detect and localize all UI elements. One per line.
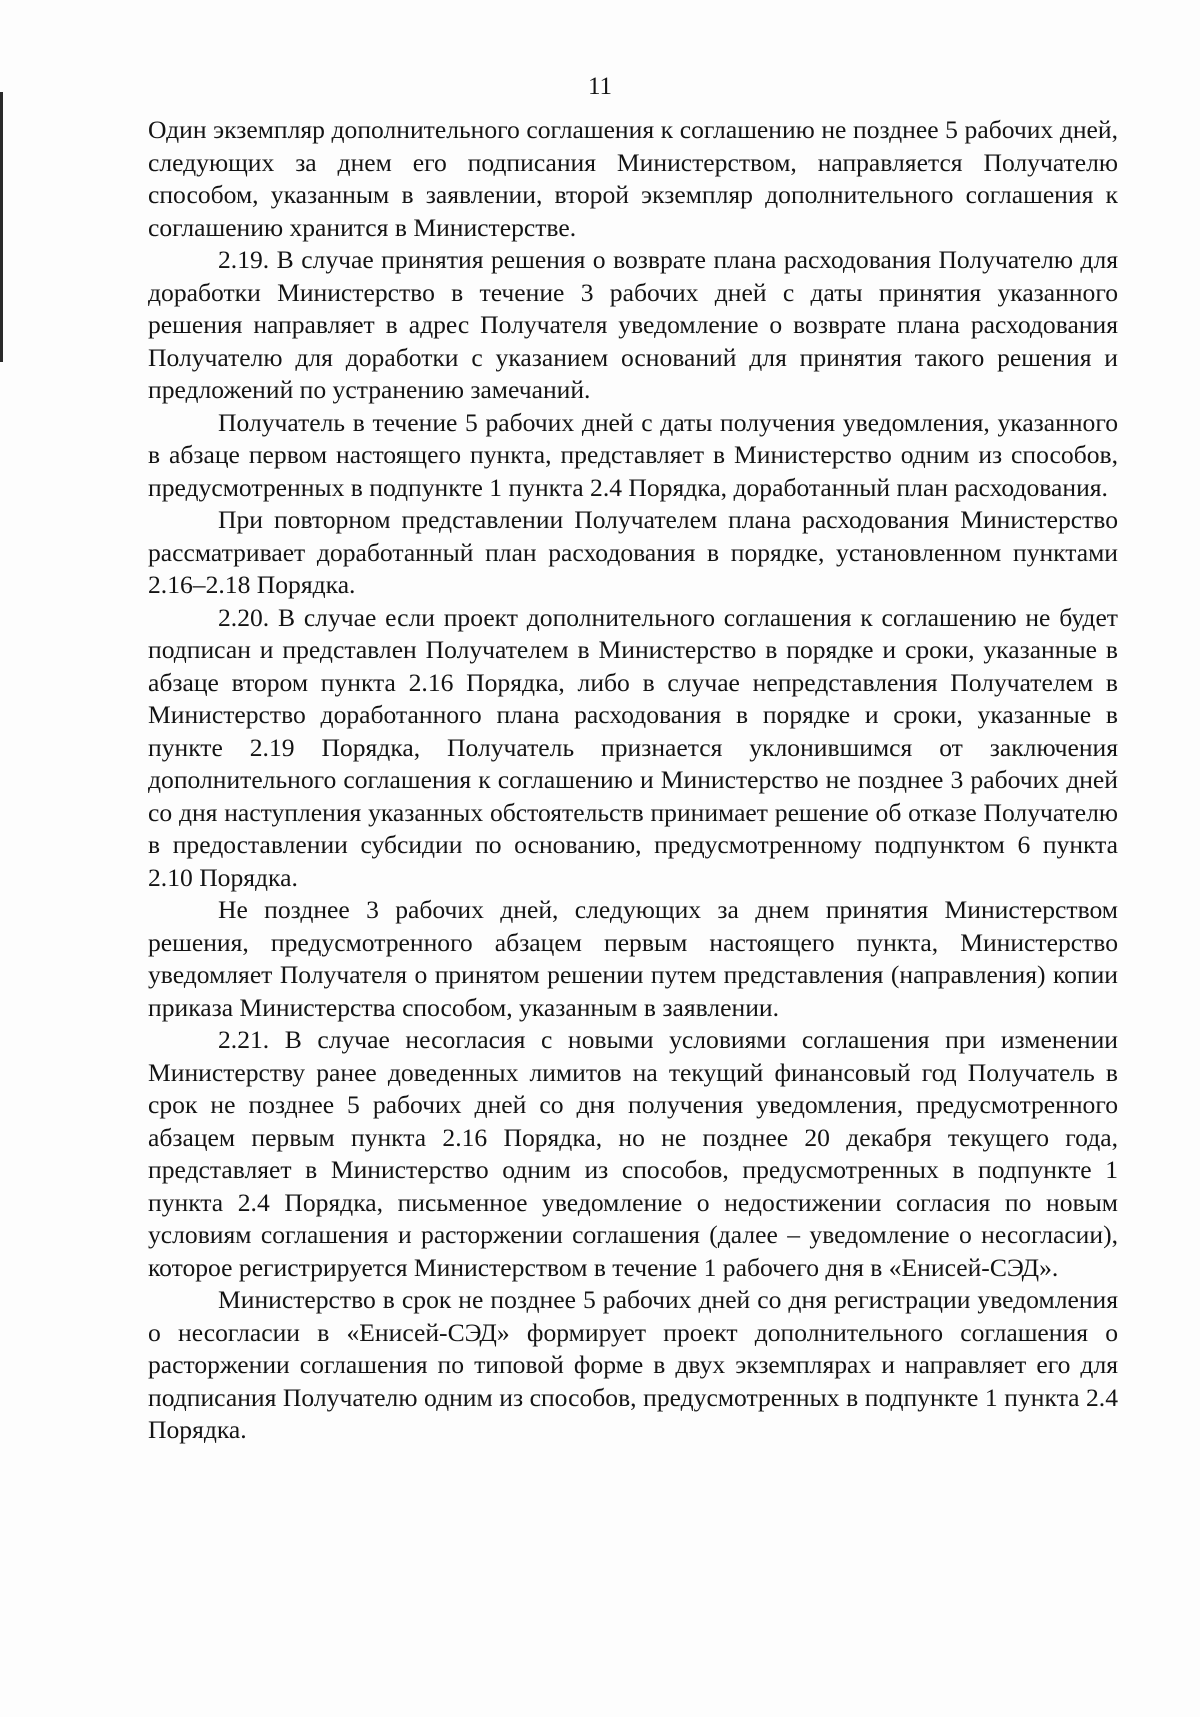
- page-number: 11: [587, 73, 613, 100]
- paragraph: Получатель в течение 5 рабочих дней с даты получения уведомления, указанного в абзаце первом настоящего пункта, представляет в Министерство одним из способов, предусмотренных в подпункте 1 пункта 2.4 Порядка, доработанный план расходования.: [148, 407, 1118, 502]
- document-body: [148, 114, 1118, 1447]
- paragraph: Не позднее 3 рабочих дней, следующих за днем принятия Министерством решения, предусмотренного абзацем первым настоящего пункта, Министерство уведомляет Получателя о принятом решении путем представления (направления) копии приказа Министерства способом, указанным в заявлении.: [148, 895, 1118, 1022]
- paragraph-2-19: 2.19. В случае принятия решения о возврате плана расходования Получателю для доработки Министерство в течение 3 рабочих дней с даты принятия указанного решения направляет в адрес Получателя уведомление о возврате плана расходования Получателю для доработки с указанием оснований для принятия такого решения и предложений по устранению замечаний.: [148, 245, 1118, 404]
- paragraph-continuation: Один экземпляр дополнительного соглашения к соглашению не позднее 5 рабочих дней, следующих за днем его подписания Министерством, направляется Получателю способом, указанным в заявлении, второй экземпляр дополнительного соглашения к соглашению хранится в Министерстве.: [148, 115, 1118, 242]
- paragraph-2-21: 2.21. В случае несогласия с новыми условиями соглашения при изменении Министерству ранее доведенных лимитов на текущий финансовый год Получатель в срок не позднее 5 рабочих дней со дня получения уведомления, предусмотренного абзацем первым пункта 2.16 Порядка, но не позднее 20 декабря текущего года, представляет в Министерство одним из способов, предусмотренных в подпункте 1 пункта 2.4 Порядка, письменное уведомление о недостижении согласия по новым условиям соглашения и расторжении соглашения (далее – уведомление о несогласии), которое регистрируется Министерством в течение 1 рабочего дня в «Енисей-СЭД».: [148, 1025, 1118, 1282]
- paragraph: При повторном представлении Получателем плана расходования Министерство рассматривает доработанный план расходования в порядке, установленном пунктами 2.16–2.18 Порядка.: [148, 505, 1118, 599]
- paragraph-2-20: 2.20. В случае если проект дополнительного соглашения к соглашению не будет подписан и представлен Получателем в Министерство в порядке и сроки, указанные в абзаце втором пункта 2.16 Порядка, либо в случае непредставления Получателем в Министерство доработанного плана расходования в порядке и сроки, указанные в пункте 2.19 Порядка, Получатель признается уклонившимся от заключения дополнительного соглашения к соглашению и Министерство не позднее 3 рабочих дней со дня наступления указанных обстоятельств принимает решение об отказе Получателю в предоставлении субсидии по основанию, предусмотренному подпунктом 6 пункта 2.10 Порядка.: [148, 602, 1118, 892]
- paragraph: Министерство в срок не позднее 5 рабочих дней со дня регистрации уведомления о несогласии в «Енисей-СЭД» формирует проект дополнительного соглашения о расторжении соглашения по типовой форме в двух экземплярах и направляет его для подписания Получателю одним из способов, предусмотренных в подпункте 1 пункта 2.4 Порядка.: [148, 1285, 1118, 1444]
- scan-edge-mark: [0, 92, 3, 362]
